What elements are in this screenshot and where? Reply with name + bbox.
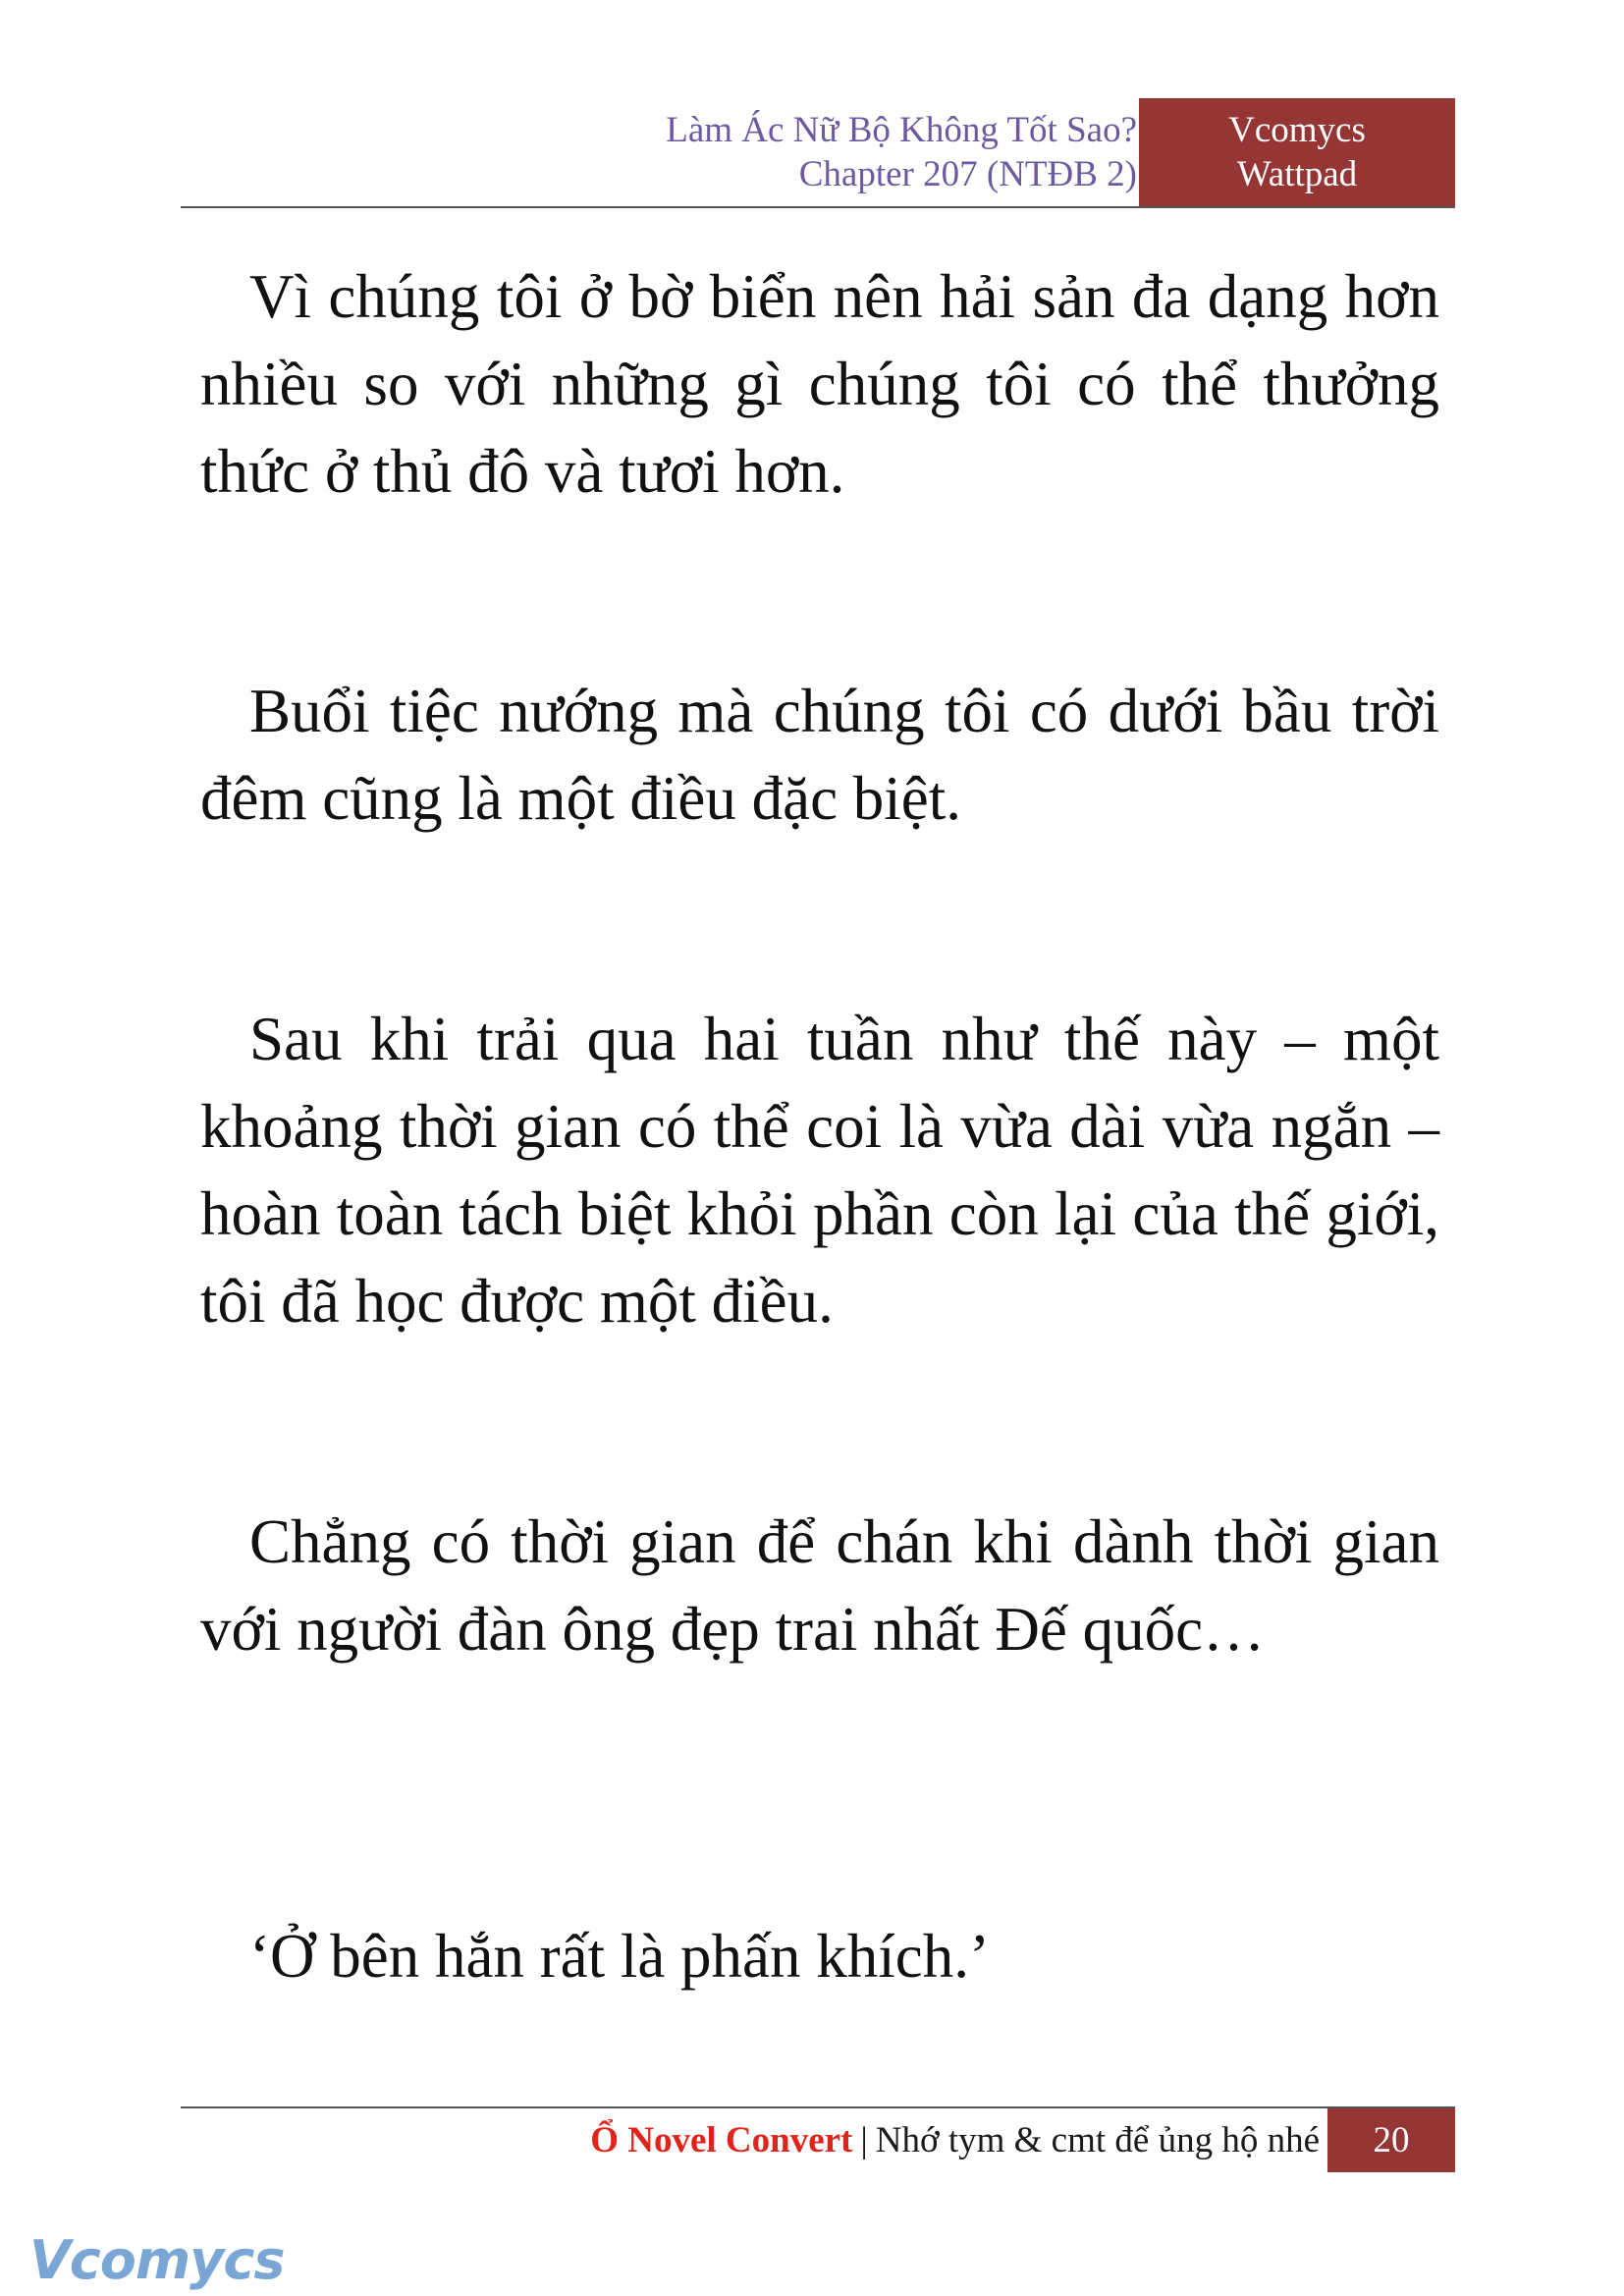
- brand-platform: Wattpad: [1236, 154, 1358, 194]
- paragraph-3: Sau khi trải qua hai tuần như thế này – một khoảng thời gian có thể coi là vừa dài vừa ngắn – hoàn toàn tách biệt khỏi phần còn lại của thế giới, tôi đã học được một điều.: [200, 1005, 1439, 1336]
- header-brand-box: [1139, 98, 1455, 206]
- footer-message: Nhớ tym & cmt để ủng hộ nhé: [875, 2120, 1320, 2160]
- page-number: 20: [1327, 2108, 1455, 2172]
- paragraph-5: ‘Ở bên hắn rất là phấn khích.’: [249, 1922, 990, 1991]
- header-divider: [181, 206, 1455, 208]
- book-title: Làm Ác Nữ Bộ Không Tốt Sao?: [666, 110, 1137, 150]
- page-header: [181, 98, 1455, 206]
- chapter-title: Chapter 207 (NTĐB 2): [798, 154, 1137, 194]
- paragraph-4: Chẳng có thời gian để chán khi dành thời gian với người đàn ông đẹp trai nhất Đế quốc…: [200, 1507, 1439, 1664]
- footer-separator: |: [860, 2120, 868, 2160]
- brand-name: Vcomycs: [1228, 110, 1366, 150]
- header-title: [666, 108, 1137, 196]
- paragraph-2: Buổi tiệc nướng mà chúng tôi có dưới bầu trời đêm cũng là một điều đặc biệt.: [200, 677, 1439, 833]
- paragraph-1: Vì chúng tôi ở bờ biển nên hải sản đa dạng hơn nhiều so với những gì chúng tôi có thể thưởng thức ở thủ đô và tươi hơn.: [200, 262, 1439, 506]
- page-footer: [181, 2108, 1455, 2172]
- footer-text: [590, 2118, 1320, 2162]
- footer-brand: Ổ Novel Convert: [590, 2120, 853, 2160]
- watermark-logo: Vcomycs: [29, 2229, 285, 2291]
